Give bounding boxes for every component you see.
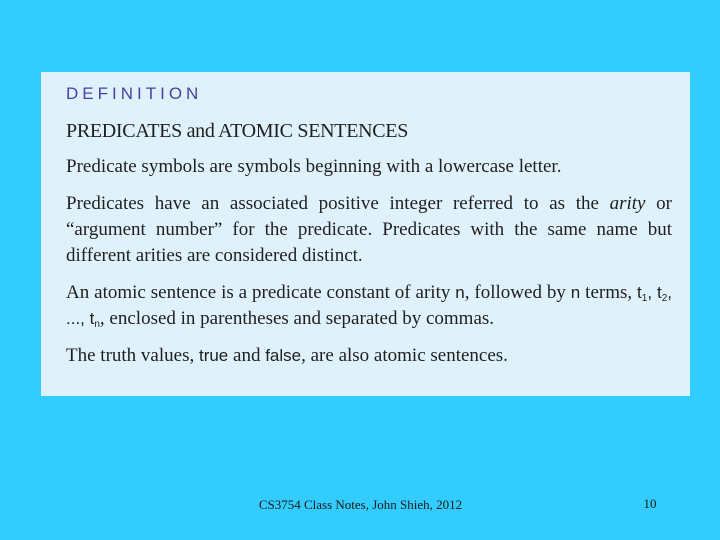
term-separator-2: , (667, 283, 672, 302)
definition-panel (41, 72, 690, 396)
paragraph-arity (66, 191, 672, 269)
arity-text-before: Predicates have an associated positive integer referred to as the (66, 193, 610, 214)
atomic-text-2: , followed by (464, 282, 571, 303)
atomic-text-1: An atomic sentence is a predicate constant of arity (66, 282, 456, 303)
term-tn-subscript: n (94, 319, 100, 330)
term-t1-letter: t (637, 283, 642, 302)
definition-heading: DEFINITION (66, 84, 203, 103)
paragraph-truth-values (66, 343, 672, 369)
false-keyword: false (265, 346, 302, 365)
atomic-text-3: terms, (580, 282, 638, 303)
true-keyword: true (198, 346, 229, 365)
term-t1 (637, 283, 647, 302)
term-tn (90, 309, 100, 328)
arity-text-after: or “argument number” for the predicate. Predicates with the same name but different arities are considered distinct. (66, 193, 673, 266)
slide-page-number: 10 (643, 496, 657, 511)
term-t2-subscript: 2 (661, 293, 668, 304)
term-t2 (657, 283, 667, 302)
paragraph-atomic-sentence (66, 280, 672, 332)
definition-title: PREDICATES and ATOMIC SENTENCES (66, 120, 409, 142)
term-t2-letter: t (656, 283, 662, 302)
term-t1-subscript: 1 (641, 293, 648, 304)
truth-and: and (228, 345, 266, 366)
footer-course-credit: CS3754 Class Notes, John Shieh, 2012 (258, 497, 463, 512)
arity-n-2: n (570, 283, 581, 302)
arity-n-1: n (455, 283, 465, 302)
term-tn-letter: t (89, 309, 95, 328)
term-ellipsis: ..., (66, 309, 90, 328)
atomic-text-4: , enclosed in parentheses and separated by commas. (99, 308, 495, 329)
paragraph-predicate-symbols: Predicate symbols are symbols beginning with a lowercase letter. (66, 156, 562, 177)
arity-term: arity (609, 193, 646, 214)
term-separator-1: , (647, 283, 657, 302)
truth-text-1: The truth values, (66, 345, 199, 366)
truth-text-2: , are also atomic sentences. (301, 345, 508, 366)
